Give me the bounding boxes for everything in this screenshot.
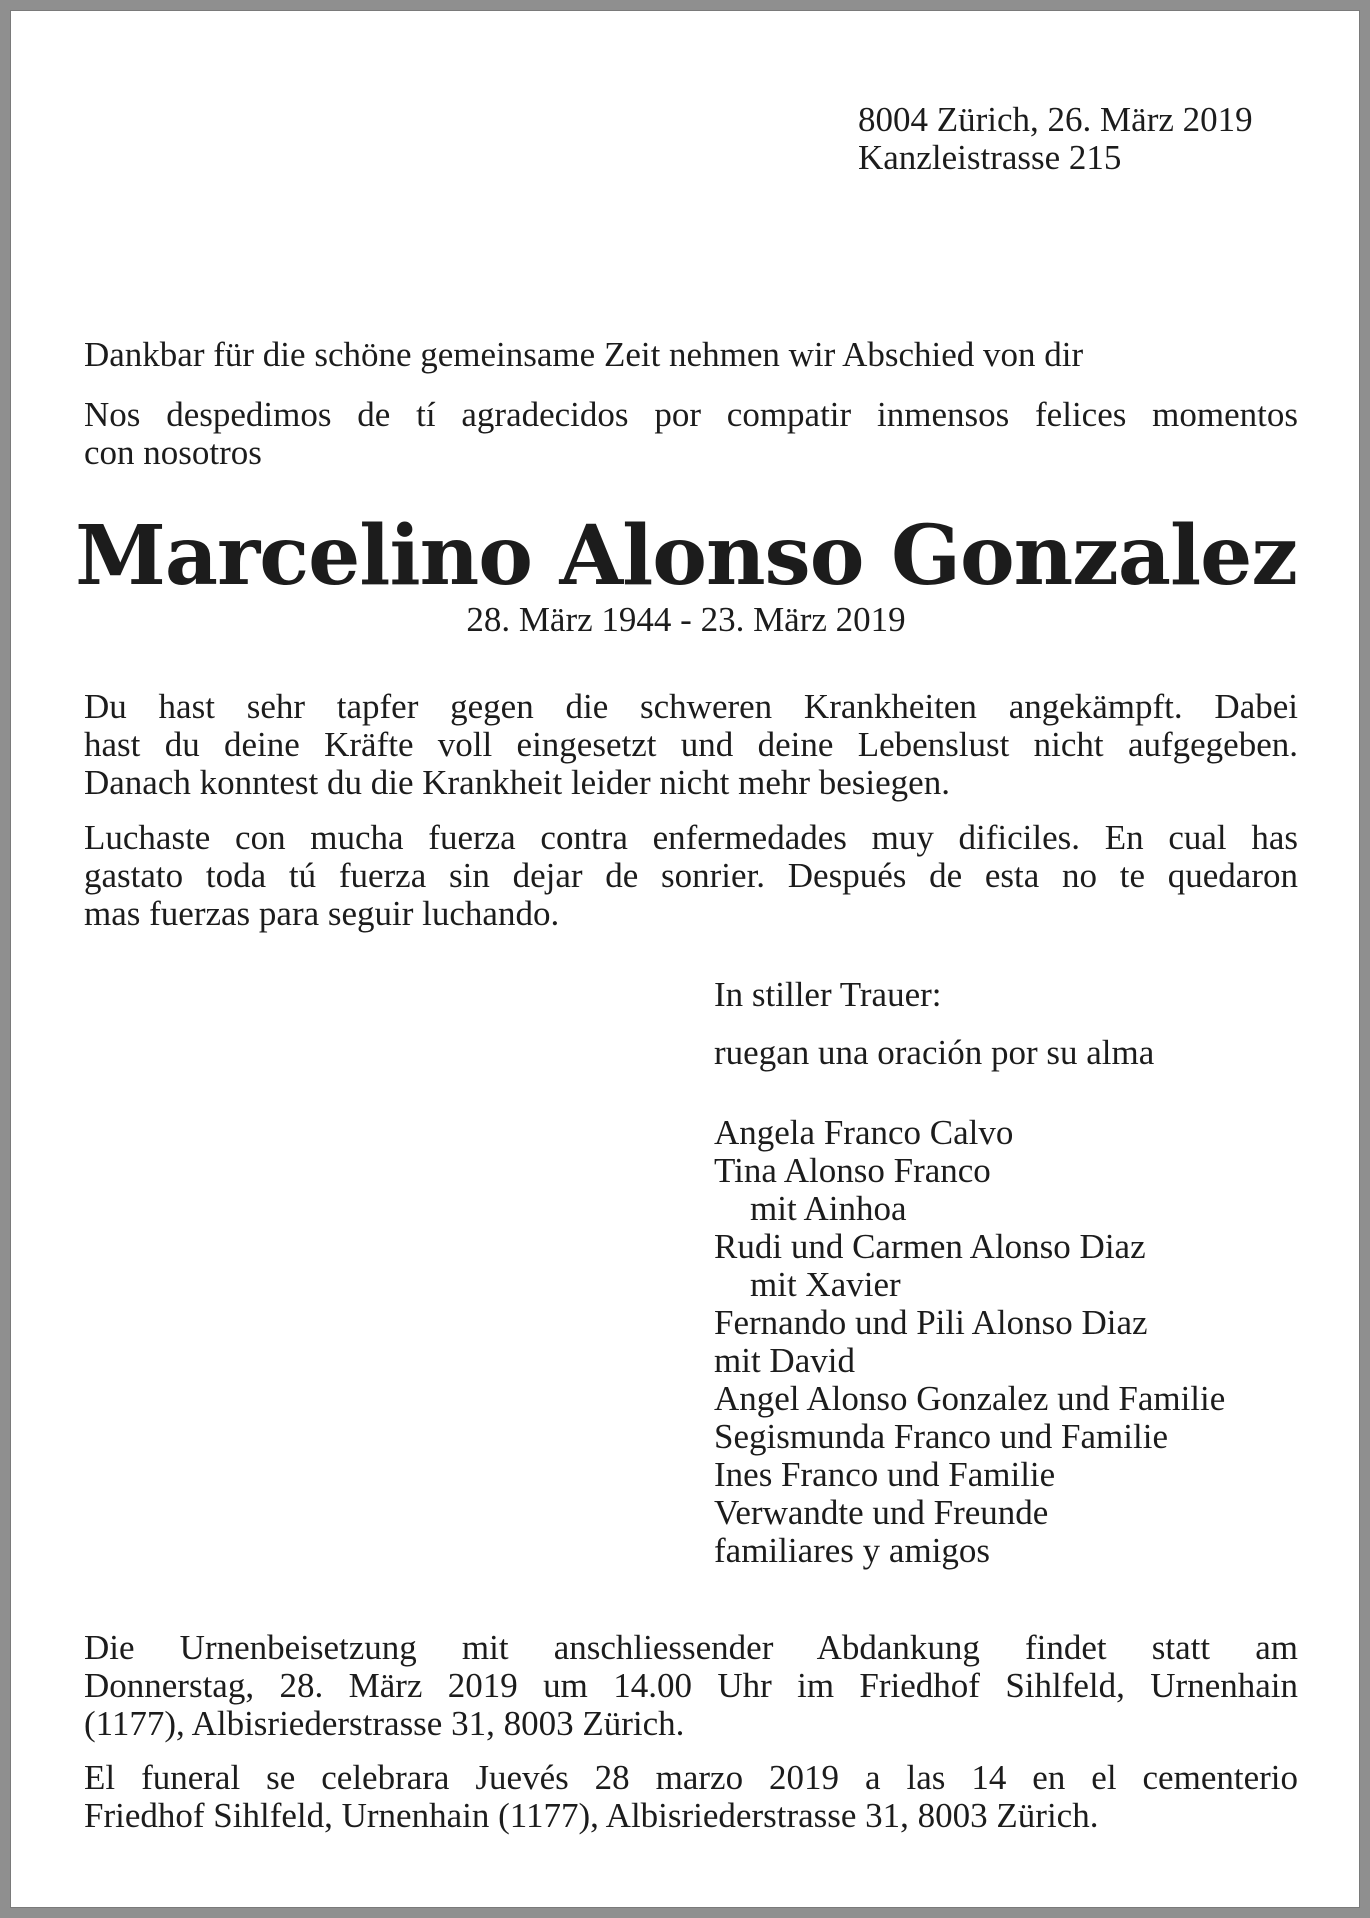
funeral-german	[84, 1629, 1298, 1743]
tribute-line: Luchaste con mucha fuerza contra enfermedades muy dificiles. En cual has	[84, 818, 1298, 857]
tribute-line: mas fuerzas para seguir luchando.	[84, 894, 560, 933]
place-date: 8004 Zürich, 26. März 2019	[858, 100, 1253, 139]
funeral-line: Die Urnenbeisetzung mit anschliessender Abdankung findet statt am	[84, 1628, 1298, 1667]
funeral-line: El funeral se celebrara Juevés 28 marzo 2019 a las 14 en el cementerio	[84, 1758, 1298, 1797]
mourner-name: Ines Franco und Familie	[714, 1455, 1056, 1494]
mourner-name: mit Xavier	[750, 1265, 901, 1304]
tribute-line: Danach konntest du die Krankheit leider nicht mehr besiegen.	[84, 763, 950, 802]
life-dates: 28. März 1944 - 23. März 2019	[466, 600, 906, 639]
tribute-german	[84, 688, 1298, 802]
mourner-name: mit David	[714, 1341, 855, 1380]
mourning-heading: In stiller Trauer:	[714, 975, 942, 1014]
mourner-name: familiares y amigos	[714, 1531, 991, 1570]
funeral-spanish	[84, 1759, 1298, 1835]
intro-spanish	[84, 396, 1298, 472]
mourner-name: Segismunda Franco und Familie	[714, 1417, 1168, 1456]
mourner-name: mit Ainhoa	[750, 1189, 907, 1228]
header-address	[858, 101, 1318, 177]
tribute-spanish	[84, 819, 1298, 933]
funeral-line: Donnerstag, 28. März 2019 um 14.00 Uhr im Friedhof Sihlfeld, Urnenhain	[84, 1666, 1298, 1705]
mourner-name: Rudi und Carmen Alonso Diaz	[714, 1227, 1146, 1266]
street-address: Kanzleistrasse 215	[858, 138, 1122, 177]
mourners-list	[714, 976, 1314, 1570]
intro-german: Dankbar für die schöne gemeinsame Zeit nehmen wir Abschied von dir	[84, 335, 1084, 374]
mourner-name: Fernando und Pili Alonso Diaz	[714, 1303, 1148, 1342]
funeral-line: Friedhof Sihlfeld, Urnenhain (1177), Albisriederstrasse 31, 8003 Zürich.	[84, 1796, 1099, 1835]
tribute-line: hast du deine Kräfte voll eingesetzt und deine Lebenslust nicht aufgegeben.	[84, 725, 1298, 764]
mourner-name: Verwandte und Freunde	[714, 1493, 1049, 1532]
tribute-line: gastato toda tú fuerza sin dejar de sonrier. Después de esta no te quedaron	[84, 856, 1298, 895]
mourner-name: Tina Alonso Franco	[714, 1151, 991, 1190]
intro-spanish-line: Nos despedimos de tí agradecidos por compatir inmensos felices momentos	[84, 395, 1298, 434]
mourner-name: Angela Franco Calvo	[714, 1113, 1014, 1152]
mourner-name: Angel Alonso Gonzalez und Familie	[714, 1379, 1226, 1418]
deceased-name: Marcelino Alonso Gonzalez	[75, 508, 1297, 604]
funeral-line: (1177), Albisriederstrasse 31, 8003 Zürich.	[84, 1704, 685, 1743]
mourning-subheading: ruegan una oración por su alma	[714, 1033, 1155, 1072]
tribute-line: Du hast sehr tapfer gegen die schweren Krankheiten angekämpft. Dabei	[84, 687, 1298, 726]
obituary-notice	[10, 10, 1360, 1908]
intro-spanish-line: con nosotros	[84, 433, 262, 472]
